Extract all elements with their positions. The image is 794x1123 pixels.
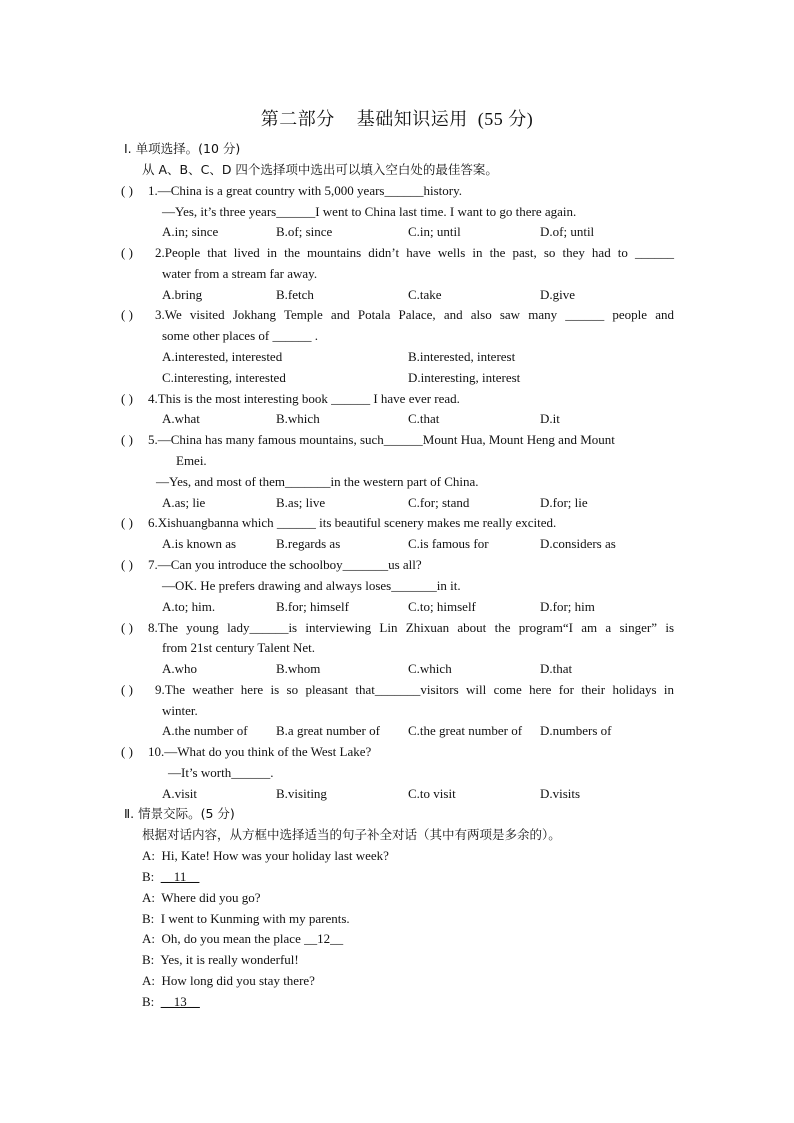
answer-paren[interactable]: ( ) [121, 432, 133, 447]
option-a: A.to; him. [162, 599, 216, 614]
question-text: 10.—What do you think of the West Lake? [148, 744, 372, 759]
dialogue-line [142, 950, 299, 970]
option-b: B.a great number of [276, 723, 380, 738]
option-c: C.take [408, 287, 442, 302]
dialogue-line [142, 929, 343, 949]
section2-heading: Ⅱ. 情景交际。(5 分) [124, 806, 235, 821]
question-text: 9.The weather here is so pleasant that_______visitors will come here for their holidays in [155, 682, 674, 697]
question-text: —OK. He prefers drawing and always loses_______in it. [162, 578, 461, 593]
dialogue-text: Where did you go? [161, 890, 261, 905]
option-c: C.is famous for [408, 536, 489, 551]
option-a: A.who [162, 661, 198, 676]
option-c: C.which [408, 661, 452, 676]
dialogue-line [142, 909, 350, 929]
section2-instruction: 根据对话内容，从方框中选择适当的句子补全对话（其中有两项是多余的）。 [142, 827, 561, 842]
option-c: C.interesting, interested [162, 370, 286, 385]
answer-paren[interactable]: ( ) [121, 682, 133, 697]
option-a: A.bring [162, 287, 203, 302]
question-text: 8.The young lady______is interviewing Lin Zhixuan about the program“I am a singer” is [148, 620, 674, 635]
question-text: 2.People that lived in the mountains didn’t have wells in the past, so they had to ______ [155, 245, 674, 260]
answer-paren[interactable]: ( ) [121, 557, 133, 572]
option-c: C.in; until [408, 224, 461, 239]
option-d: D.for; lie [540, 495, 588, 510]
speaker-label: B: [142, 952, 155, 967]
part-title: 基础知识运用 [356, 109, 468, 129]
option-c: C.that [408, 411, 440, 426]
option-a: A.the number of [162, 723, 248, 738]
question-text: Emei. [176, 453, 207, 468]
option-d: D.considers as [540, 536, 616, 551]
dialogue-line [142, 971, 315, 991]
answer-paren[interactable]: ( ) [121, 183, 133, 198]
option-d: D.interesting, interest [408, 370, 521, 385]
option-c: C.for; stand [408, 495, 470, 510]
answer-paren[interactable]: ( ) [121, 391, 133, 406]
page-title [0, 105, 794, 131]
dialogue-text: Oh, do you mean the place __12__ [161, 931, 344, 946]
question-text: 4.This is the most interesting book ______ I have ever read. [148, 391, 460, 406]
option-b: B.as; live [276, 495, 326, 510]
blank-13[interactable]: __13__ [160, 994, 200, 1009]
option-c: C.the great number of [408, 723, 523, 738]
section1-heading: Ⅰ. 单项选择。(10 分) [124, 141, 241, 156]
section1-instruction: 从 A、B、C、D 四个选择项中选出可以填入空白处的最佳答案。 [142, 162, 498, 177]
dialogue-line [142, 846, 389, 866]
question-text: winter. [162, 703, 198, 718]
option-b: B.regards as [276, 536, 341, 551]
answer-paren[interactable]: ( ) [121, 307, 133, 322]
option-d: D.numbers of [540, 723, 612, 738]
option-a: A.is known as [162, 536, 237, 551]
speaker-label: B: [142, 869, 155, 884]
answer-paren[interactable]: ( ) [121, 245, 133, 260]
question-text: some other places of ______ . [162, 328, 318, 343]
speaker-label: B: [142, 911, 155, 926]
option-c: C.to; himself [408, 599, 476, 614]
dialogue-line [142, 867, 199, 887]
answer-paren[interactable]: ( ) [121, 515, 133, 530]
option-b: B.whom [276, 661, 321, 676]
option-a: A.visit [162, 786, 198, 801]
question-text: —Yes, it’s three years______I went to China last time. I want to go there again. [162, 204, 577, 219]
option-a: A.in; since [162, 224, 219, 239]
option-d: D.that [540, 661, 573, 676]
dialogue-text: Yes, it is really wonderful! [160, 952, 299, 967]
option-a: A.as; lie [162, 495, 206, 510]
option-a: A.interested, interested [162, 349, 283, 364]
option-b: B.interested, interest [408, 349, 516, 364]
option-b: B.for; himself [276, 599, 349, 614]
answer-paren[interactable]: ( ) [121, 620, 133, 635]
question-text: —It’s worth______. [168, 765, 274, 780]
question-text: water from a stream far away. [162, 266, 318, 281]
blank-11[interactable]: __11__ [160, 869, 200, 884]
dialogue-line [142, 992, 200, 1012]
question-text: —Yes, and most of them_______in the western part of China. [156, 474, 479, 489]
option-d: D.it [540, 411, 560, 426]
dialogue-line [142, 888, 261, 908]
speaker-label: A: [142, 931, 155, 946]
question-text: 1.—China is a great country with 5,000 years______history. [148, 183, 462, 198]
part-score: (55 分) [477, 109, 534, 129]
question-text: 7.—Can you introduce the schoolboy_______us all? [148, 557, 422, 572]
answer-paren[interactable]: ( ) [121, 744, 133, 759]
dialogue-text: Hi, Kate! How was your holiday last week? [161, 848, 389, 863]
question-text: 3.We visited Jokhang Temple and Potala Palace, and also saw many ______ people and [155, 307, 674, 322]
speaker-label: A: [142, 973, 155, 988]
option-d: D.give [540, 287, 576, 302]
part-label: 第二部分 [260, 109, 335, 129]
question-text: from 21st century Talent Net. [162, 640, 316, 655]
option-b: B.which [276, 411, 320, 426]
option-a: A.what [162, 411, 200, 426]
option-d: D.of; until [540, 224, 595, 239]
option-b: B.fetch [276, 287, 314, 302]
dialogue-text: How long did you stay there? [161, 973, 315, 988]
option-d: D.for; him [540, 599, 595, 614]
option-b: B.visiting [276, 786, 327, 801]
option-b: B.of; since [276, 224, 333, 239]
question-text: 5.—China has many famous mountains, such______Mount Hua, Mount Heng and Mount [148, 432, 615, 447]
speaker-label: A: [142, 848, 155, 863]
option-d: D.visits [540, 786, 581, 801]
speaker-label: A: [142, 890, 155, 905]
speaker-label: B: [142, 994, 155, 1009]
dialogue-text: I went to Kunming with my parents. [160, 911, 350, 926]
question-text: 6.Xishuangbanna which ______ its beautiful scenery makes me really excited. [148, 515, 557, 530]
option-c: C.to visit [408, 786, 456, 801]
